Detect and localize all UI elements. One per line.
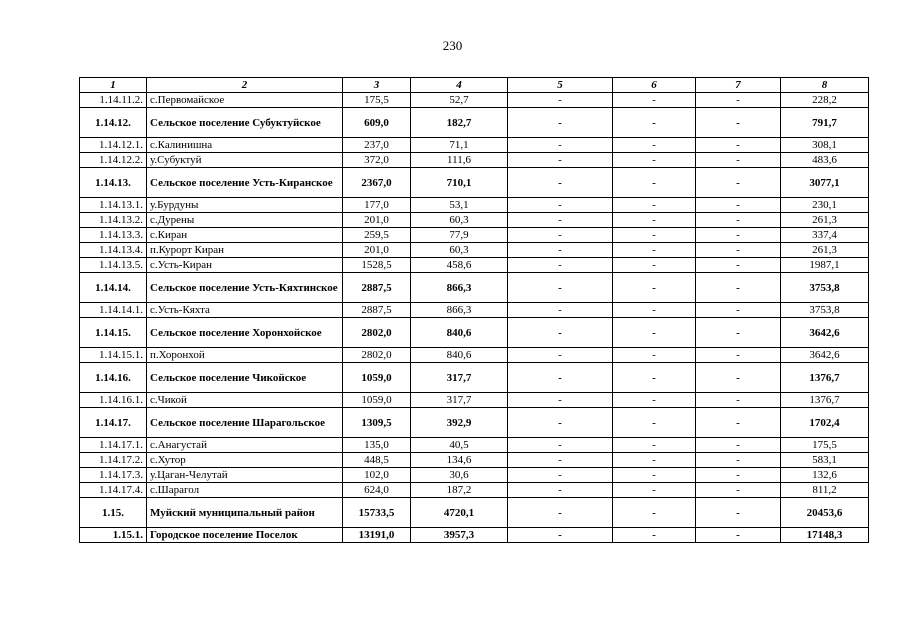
dash-cell: - bbox=[696, 228, 781, 243]
table-row bbox=[80, 393, 869, 408]
dash-cell: - bbox=[508, 258, 613, 273]
dash-cell: - bbox=[613, 498, 696, 528]
value-cell: 840,6 bbox=[411, 318, 508, 348]
dash-cell: - bbox=[508, 168, 613, 198]
table-row-subtotal bbox=[80, 168, 869, 198]
code-cell: 1.14.12.1. bbox=[80, 138, 147, 153]
header-cell-6: 6 bbox=[613, 78, 696, 93]
header-cell-7: 7 bbox=[696, 78, 781, 93]
dash-cell: - bbox=[696, 393, 781, 408]
dash-cell: - bbox=[696, 438, 781, 453]
value-cell: 182,7 bbox=[411, 108, 508, 138]
dash-cell: - bbox=[613, 363, 696, 393]
code-cell: 1.15. bbox=[80, 498, 147, 528]
total-cell: 261,3 bbox=[781, 243, 869, 258]
total-cell: 3077,1 bbox=[781, 168, 869, 198]
name-cell: Сельское поселение Чикойское bbox=[147, 363, 343, 393]
table-row-subtotal bbox=[80, 108, 869, 138]
name-cell: у.Цаган-Челутай bbox=[147, 468, 343, 483]
name-cell: Сельское поселение Усть-Кяхтинское bbox=[147, 273, 343, 303]
dash-cell: - bbox=[613, 483, 696, 498]
code-cell: 1.14.17.2. bbox=[80, 453, 147, 468]
dash-cell: - bbox=[696, 243, 781, 258]
dash-cell: - bbox=[508, 243, 613, 258]
value-cell: 135,0 bbox=[343, 438, 411, 453]
table-row bbox=[80, 198, 869, 213]
name-cell: с.Дурены bbox=[147, 213, 343, 228]
code-cell: 1.14.14.1. bbox=[80, 303, 147, 318]
value-cell: 60,3 bbox=[411, 243, 508, 258]
table-row bbox=[80, 228, 869, 243]
code-cell: 1.14.15. bbox=[80, 318, 147, 348]
dash-cell: - bbox=[508, 303, 613, 318]
table-row bbox=[80, 348, 869, 363]
value-cell: 1528,5 bbox=[343, 258, 411, 273]
dash-cell: - bbox=[508, 318, 613, 348]
dash-cell: - bbox=[508, 438, 613, 453]
total-cell: 308,1 bbox=[781, 138, 869, 153]
dash-cell: - bbox=[696, 198, 781, 213]
header-cell-2: 2 bbox=[147, 78, 343, 93]
value-cell: 866,3 bbox=[411, 303, 508, 318]
total-cell: 3753,8 bbox=[781, 273, 869, 303]
header-cell-5: 5 bbox=[508, 78, 613, 93]
dash-cell: - bbox=[696, 303, 781, 318]
dash-cell: - bbox=[508, 498, 613, 528]
value-cell: 317,7 bbox=[411, 393, 508, 408]
dash-cell: - bbox=[508, 468, 613, 483]
value-cell: 237,0 bbox=[343, 138, 411, 153]
value-cell: 201,0 bbox=[343, 213, 411, 228]
dash-cell: - bbox=[696, 468, 781, 483]
dash-cell: - bbox=[508, 408, 613, 438]
table-row-subtotal bbox=[80, 273, 869, 303]
dash-cell: - bbox=[613, 468, 696, 483]
total-cell: 3642,6 bbox=[781, 348, 869, 363]
name-cell: с.Усть-Кяхта bbox=[147, 303, 343, 318]
dash-cell: - bbox=[613, 108, 696, 138]
dash-cell: - bbox=[508, 453, 613, 468]
dash-cell: - bbox=[613, 198, 696, 213]
dash-cell: - bbox=[613, 228, 696, 243]
dash-cell: - bbox=[613, 303, 696, 318]
dash-cell: - bbox=[696, 138, 781, 153]
value-cell: 2367,0 bbox=[343, 168, 411, 198]
value-cell: 201,0 bbox=[343, 243, 411, 258]
dash-cell: - bbox=[613, 258, 696, 273]
dash-cell: - bbox=[696, 168, 781, 198]
dash-cell: - bbox=[508, 348, 613, 363]
code-cell: 1.14.17. bbox=[80, 408, 147, 438]
value-cell: 15733,5 bbox=[343, 498, 411, 528]
header-row bbox=[80, 78, 869, 93]
dash-cell: - bbox=[696, 348, 781, 363]
table-row bbox=[80, 303, 869, 318]
dash-cell: - bbox=[613, 318, 696, 348]
total-cell: 175,5 bbox=[781, 438, 869, 453]
value-cell: 840,6 bbox=[411, 348, 508, 363]
table-body bbox=[80, 93, 869, 543]
code-cell: 1.14.17.1. bbox=[80, 438, 147, 453]
name-cell: п.Хоронхой bbox=[147, 348, 343, 363]
total-cell: 1376,7 bbox=[781, 363, 869, 393]
table-row-subtotal bbox=[80, 408, 869, 438]
value-cell: 77,9 bbox=[411, 228, 508, 243]
data-table bbox=[79, 77, 869, 543]
value-cell: 2887,5 bbox=[343, 273, 411, 303]
dash-cell: - bbox=[613, 138, 696, 153]
dash-cell: - bbox=[613, 168, 696, 198]
name-cell: с.Чикой bbox=[147, 393, 343, 408]
value-cell: 175,5 bbox=[343, 93, 411, 108]
name-cell: с.Калинишна bbox=[147, 138, 343, 153]
value-cell: 4720,1 bbox=[411, 498, 508, 528]
dash-cell: - bbox=[508, 108, 613, 138]
code-cell: 1.14.13.1. bbox=[80, 198, 147, 213]
header-cell-4: 4 bbox=[411, 78, 508, 93]
value-cell: 53,1 bbox=[411, 198, 508, 213]
value-cell: 866,3 bbox=[411, 273, 508, 303]
total-cell: 337,4 bbox=[781, 228, 869, 243]
table-row-subtotal bbox=[80, 318, 869, 348]
value-cell: 710,1 bbox=[411, 168, 508, 198]
code-cell: 1.14.17.4. bbox=[80, 483, 147, 498]
name-cell: у.Субуктуй bbox=[147, 153, 343, 168]
dash-cell: - bbox=[613, 273, 696, 303]
table-row bbox=[80, 468, 869, 483]
total-cell: 1702,4 bbox=[781, 408, 869, 438]
dash-cell: - bbox=[613, 393, 696, 408]
dash-cell: - bbox=[613, 348, 696, 363]
table-row bbox=[80, 213, 869, 228]
total-cell: 228,2 bbox=[781, 93, 869, 108]
name-cell: Сельское поселение Субуктуйское bbox=[147, 108, 343, 138]
header-cell-3: 3 bbox=[343, 78, 411, 93]
dash-cell: - bbox=[508, 153, 613, 168]
value-cell: 2802,0 bbox=[343, 318, 411, 348]
code-cell: 1.14.16. bbox=[80, 363, 147, 393]
code-cell: 1.14.11.2. bbox=[80, 93, 147, 108]
code-cell: 1.15.1. bbox=[80, 528, 147, 543]
dash-cell: - bbox=[696, 153, 781, 168]
dash-cell: - bbox=[696, 453, 781, 468]
dash-cell: - bbox=[613, 213, 696, 228]
code-cell: 1.14.13. bbox=[80, 168, 147, 198]
code-cell: 1.14.13.2. bbox=[80, 213, 147, 228]
code-cell: 1.14.12.2. bbox=[80, 153, 147, 168]
value-cell: 30,6 bbox=[411, 468, 508, 483]
name-cell: Городское поселение Поселок bbox=[147, 528, 343, 543]
table-row-subtotal bbox=[80, 498, 869, 528]
value-cell: 111,6 bbox=[411, 153, 508, 168]
dash-cell: - bbox=[613, 438, 696, 453]
name-cell: п.Курорт Киран bbox=[147, 243, 343, 258]
dash-cell: - bbox=[696, 108, 781, 138]
value-cell: 1059,0 bbox=[343, 393, 411, 408]
value-cell: 317,7 bbox=[411, 363, 508, 393]
dash-cell: - bbox=[508, 528, 613, 543]
name-cell: с.Шарагол bbox=[147, 483, 343, 498]
value-cell: 2887,5 bbox=[343, 303, 411, 318]
dash-cell: - bbox=[613, 408, 696, 438]
dash-cell: - bbox=[696, 273, 781, 303]
value-cell: 3957,3 bbox=[411, 528, 508, 543]
dash-cell: - bbox=[508, 138, 613, 153]
dash-cell: - bbox=[696, 363, 781, 393]
value-cell: 624,0 bbox=[343, 483, 411, 498]
dash-cell: - bbox=[508, 483, 613, 498]
dash-cell: - bbox=[696, 408, 781, 438]
header-cell-1: 1 bbox=[80, 78, 147, 93]
dash-cell: - bbox=[508, 363, 613, 393]
value-cell: 60,3 bbox=[411, 213, 508, 228]
name-cell: у.Бурдуны bbox=[147, 198, 343, 213]
dash-cell: - bbox=[508, 93, 613, 108]
total-cell: 811,2 bbox=[781, 483, 869, 498]
name-cell: Сельское поселение Хоронхойское bbox=[147, 318, 343, 348]
value-cell: 13191,0 bbox=[343, 528, 411, 543]
name-cell: с.Усть-Киран bbox=[147, 258, 343, 273]
dash-cell: - bbox=[613, 153, 696, 168]
dash-cell: - bbox=[508, 228, 613, 243]
table-row bbox=[80, 483, 869, 498]
table-row bbox=[80, 153, 869, 168]
code-cell: 1.14.16.1. bbox=[80, 393, 147, 408]
table-row bbox=[80, 438, 869, 453]
value-cell: 448,5 bbox=[343, 453, 411, 468]
dash-cell: - bbox=[696, 528, 781, 543]
total-cell: 20453,6 bbox=[781, 498, 869, 528]
code-cell: 1.14.15.1. bbox=[80, 348, 147, 363]
value-cell: 392,9 bbox=[411, 408, 508, 438]
value-cell: 2802,0 bbox=[343, 348, 411, 363]
dash-cell: - bbox=[508, 198, 613, 213]
value-cell: 259,5 bbox=[343, 228, 411, 243]
code-cell: 1.14.12. bbox=[80, 108, 147, 138]
dash-cell: - bbox=[508, 393, 613, 408]
total-cell: 261,3 bbox=[781, 213, 869, 228]
table-row-subtotal bbox=[80, 528, 869, 543]
code-cell: 1.14.13.3. bbox=[80, 228, 147, 243]
header-cell-8: 8 bbox=[781, 78, 869, 93]
name-cell: с.Киран bbox=[147, 228, 343, 243]
total-cell: 483,6 bbox=[781, 153, 869, 168]
code-cell: 1.14.14. bbox=[80, 273, 147, 303]
total-cell: 3642,6 bbox=[781, 318, 869, 348]
value-cell: 52,7 bbox=[411, 93, 508, 108]
code-cell: 1.14.17.3. bbox=[80, 468, 147, 483]
total-cell: 1987,1 bbox=[781, 258, 869, 273]
total-cell: 3753,8 bbox=[781, 303, 869, 318]
table-row bbox=[80, 243, 869, 258]
name-cell: Муйский муниципальный район bbox=[147, 498, 343, 528]
name-cell: с.Хутор bbox=[147, 453, 343, 468]
table-row-subtotal bbox=[80, 363, 869, 393]
total-cell: 230,1 bbox=[781, 198, 869, 213]
table-row bbox=[80, 93, 869, 108]
total-cell: 17148,3 bbox=[781, 528, 869, 543]
dash-cell: - bbox=[696, 498, 781, 528]
value-cell: 372,0 bbox=[343, 153, 411, 168]
value-cell: 609,0 bbox=[343, 108, 411, 138]
value-cell: 134,6 bbox=[411, 453, 508, 468]
code-cell: 1.14.13.5. bbox=[80, 258, 147, 273]
dash-cell: - bbox=[508, 273, 613, 303]
dash-cell: - bbox=[696, 318, 781, 348]
table-row bbox=[80, 138, 869, 153]
dash-cell: - bbox=[613, 93, 696, 108]
value-cell: 102,0 bbox=[343, 468, 411, 483]
name-cell: Сельское поселение Шарагольское bbox=[147, 408, 343, 438]
value-cell: 71,1 bbox=[411, 138, 508, 153]
total-cell: 132,6 bbox=[781, 468, 869, 483]
total-cell: 791,7 bbox=[781, 108, 869, 138]
dash-cell: - bbox=[696, 483, 781, 498]
dash-cell: - bbox=[696, 258, 781, 273]
dash-cell: - bbox=[508, 213, 613, 228]
dash-cell: - bbox=[613, 453, 696, 468]
dash-cell: - bbox=[696, 213, 781, 228]
value-cell: 1059,0 bbox=[343, 363, 411, 393]
value-cell: 187,2 bbox=[411, 483, 508, 498]
value-cell: 458,6 bbox=[411, 258, 508, 273]
total-cell: 1376,7 bbox=[781, 393, 869, 408]
name-cell: с.Первомайское bbox=[147, 93, 343, 108]
value-cell: 40,5 bbox=[411, 438, 508, 453]
dash-cell: - bbox=[613, 528, 696, 543]
value-cell: 177,0 bbox=[343, 198, 411, 213]
table-row bbox=[80, 258, 869, 273]
table-row bbox=[80, 453, 869, 468]
value-cell: 1309,5 bbox=[343, 408, 411, 438]
code-cell: 1.14.13.4. bbox=[80, 243, 147, 258]
name-cell: Сельское поселение Усть-Киранское bbox=[147, 168, 343, 198]
dash-cell: - bbox=[696, 93, 781, 108]
name-cell: с.Анагустай bbox=[147, 438, 343, 453]
page-number: 230 bbox=[442, 38, 463, 53]
total-cell: 583,1 bbox=[781, 453, 869, 468]
dash-cell: - bbox=[613, 243, 696, 258]
